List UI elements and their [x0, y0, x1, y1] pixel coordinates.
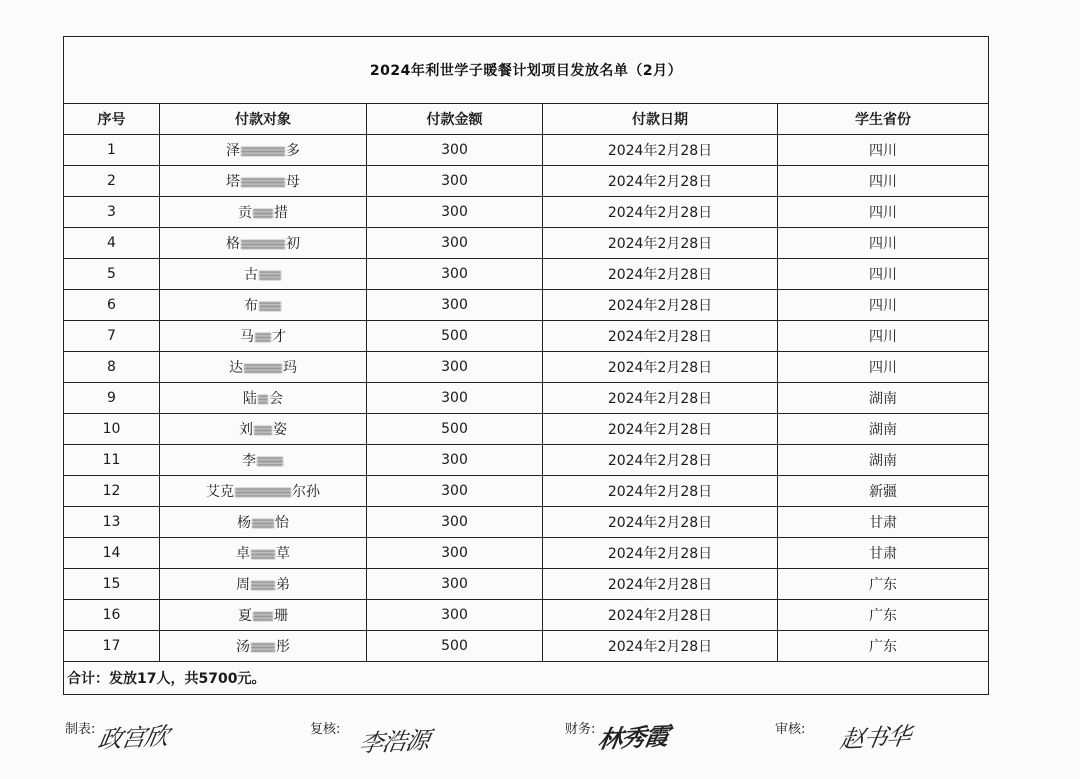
payee-name [160, 166, 367, 197]
payee-name [160, 228, 367, 259]
signature-auditor [775, 718, 913, 754]
row-index: 6 [64, 290, 160, 321]
payment-amount: 300 [367, 445, 543, 476]
payment-amount: 300 [367, 476, 543, 507]
payee-name-first: 卓 [236, 546, 250, 562]
payee-name-first: 泽 [226, 143, 240, 159]
payee-name-first: 贡 [238, 205, 252, 221]
table-row [64, 445, 989, 476]
payee-name [160, 290, 367, 321]
redaction-blur [241, 178, 285, 187]
payee-name-last: 怡 [275, 515, 289, 531]
column-header-province: 学生省份 [778, 104, 989, 135]
redaction-blur [241, 240, 285, 249]
row-index: 2 [64, 166, 160, 197]
payee-name [160, 631, 367, 662]
payee-name [160, 135, 367, 166]
payee-name-first: 汤 [236, 639, 250, 655]
column-header-index: 序号 [64, 104, 160, 135]
redaction-blur [253, 612, 273, 621]
redaction-blur [252, 519, 274, 528]
payee-name [160, 383, 367, 414]
total-row [64, 662, 989, 695]
total-summary: 合计：发放17人，共5700元。 [64, 662, 989, 695]
payment-amount: 300 [367, 538, 543, 569]
signature-reviewer [310, 718, 432, 758]
student-province: 甘肃 [778, 507, 989, 538]
payment-amount: 300 [367, 259, 543, 290]
payment-amount: 300 [367, 166, 543, 197]
payment-amount: 300 [367, 352, 543, 383]
payee-name-first: 陆 [243, 391, 257, 407]
table-row [64, 414, 989, 445]
table-row [64, 600, 989, 631]
row-index: 11 [64, 445, 160, 476]
payment-date: 2024年2月28日 [543, 445, 778, 476]
payee-name [160, 259, 367, 290]
payment-amount: 300 [367, 600, 543, 631]
payment-amount: 500 [367, 631, 543, 662]
redaction-blur [257, 457, 283, 466]
redaction-blur [259, 302, 281, 311]
redaction-blur [253, 209, 273, 218]
signature-block [63, 712, 993, 772]
table-row [64, 321, 989, 352]
payment-amount: 300 [367, 383, 543, 414]
student-province: 湖南 [778, 445, 989, 476]
redaction-blur [241, 147, 285, 156]
signature-finance [565, 718, 671, 754]
payment-date: 2024年2月28日 [543, 321, 778, 352]
payment-amount: 300 [367, 507, 543, 538]
student-province: 四川 [778, 166, 989, 197]
distribution-list-sheet [63, 36, 988, 695]
redaction-blur [251, 643, 275, 652]
table-row [64, 166, 989, 197]
payee-name-last: 会 [269, 391, 283, 407]
payment-date: 2024年2月28日 [543, 507, 778, 538]
payment-amount: 300 [367, 569, 543, 600]
row-index: 13 [64, 507, 160, 538]
student-province: 湖南 [778, 383, 989, 414]
column-header-payee: 付款对象 [160, 104, 367, 135]
row-index: 5 [64, 259, 160, 290]
row-index: 3 [64, 197, 160, 228]
student-province: 四川 [778, 228, 989, 259]
handwritten-signature: 赵书华 [838, 722, 913, 754]
payment-amount: 300 [367, 197, 543, 228]
payee-name-last: 多 [286, 143, 300, 159]
student-province: 湖南 [778, 414, 989, 445]
payee-name-last: 尔孙 [292, 484, 320, 500]
row-index: 14 [64, 538, 160, 569]
signature-label: 复核: [310, 722, 341, 737]
student-province: 广东 [778, 631, 989, 662]
payment-amount: 300 [367, 135, 543, 166]
student-province: 四川 [778, 135, 989, 166]
payee-name-last: 母 [286, 174, 300, 190]
payee-name-last: 措 [274, 205, 288, 221]
payee-name-first: 李 [242, 453, 256, 469]
table-row [64, 352, 989, 383]
payee-name-first: 格 [226, 236, 240, 252]
redaction-blur [259, 271, 281, 280]
payment-amount: 300 [367, 228, 543, 259]
redaction-blur [251, 550, 275, 559]
payment-date: 2024年2月28日 [543, 383, 778, 414]
payee-name-first: 塔 [226, 174, 240, 190]
student-province: 四川 [778, 259, 989, 290]
payee-name [160, 538, 367, 569]
payee-name-last: 初 [286, 236, 300, 252]
payment-date: 2024年2月28日 [543, 538, 778, 569]
handwritten-signature: 政宫欣 [96, 722, 171, 754]
redaction-blur [258, 395, 268, 404]
payee-name-first: 杨 [237, 515, 251, 531]
row-index: 4 [64, 228, 160, 259]
payee-name-first: 古 [244, 267, 258, 283]
student-province: 广东 [778, 600, 989, 631]
payee-name-first: 周 [236, 577, 250, 593]
row-index: 1 [64, 135, 160, 166]
table-body [64, 135, 989, 662]
signature-label: 制表: [65, 722, 96, 737]
table-row [64, 476, 989, 507]
payment-date: 2024年2月28日 [543, 228, 778, 259]
payee-name-last: 玛 [283, 360, 297, 376]
row-index: 10 [64, 414, 160, 445]
payee-name [160, 600, 367, 631]
table-row [64, 259, 989, 290]
payee-name [160, 321, 367, 352]
payee-name [160, 414, 367, 445]
payee-name [160, 476, 367, 507]
payee-name-last: 彤 [276, 639, 290, 655]
student-province: 四川 [778, 197, 989, 228]
row-index: 17 [64, 631, 160, 662]
student-province: 四川 [778, 352, 989, 383]
handwritten-signature: 林秀霞 [596, 721, 671, 754]
payee-name-last: 才 [272, 329, 286, 345]
table-row [64, 383, 989, 414]
row-index: 8 [64, 352, 160, 383]
table-row [64, 290, 989, 321]
payment-date: 2024年2月28日 [543, 197, 778, 228]
payee-name [160, 445, 367, 476]
student-province: 四川 [778, 321, 989, 352]
payee-name-first: 马 [240, 329, 254, 345]
document-title: 2024年利世学子暖餐计划项目发放名单（2月） [64, 37, 989, 104]
payment-amount: 500 [367, 414, 543, 445]
payment-date: 2024年2月28日 [543, 352, 778, 383]
handwritten-signature: 李浩源 [357, 726, 432, 758]
redaction-blur [244, 364, 282, 373]
payment-date: 2024年2月28日 [543, 476, 778, 507]
table-row [64, 538, 989, 569]
column-header-amount: 付款金额 [367, 104, 543, 135]
student-province: 新疆 [778, 476, 989, 507]
row-index: 7 [64, 321, 160, 352]
signature-maker [65, 718, 171, 754]
student-province: 广东 [778, 569, 989, 600]
payment-date: 2024年2月28日 [543, 135, 778, 166]
table-row [64, 631, 989, 662]
row-index: 9 [64, 383, 160, 414]
row-index: 15 [64, 569, 160, 600]
payment-amount: 500 [367, 321, 543, 352]
payment-date: 2024年2月28日 [543, 166, 778, 197]
table-row [64, 228, 989, 259]
payee-name [160, 569, 367, 600]
payment-date: 2024年2月28日 [543, 259, 778, 290]
payee-name-last: 弟 [276, 577, 290, 593]
payee-name-first: 夏 [238, 608, 252, 624]
redaction-blur [235, 488, 291, 497]
student-province: 四川 [778, 290, 989, 321]
student-province: 甘肃 [778, 538, 989, 569]
payee-name-last: 珊 [274, 608, 288, 624]
redaction-blur [255, 333, 271, 342]
table-row [64, 197, 989, 228]
payment-date: 2024年2月28日 [543, 600, 778, 631]
payee-name-first: 布 [244, 298, 258, 314]
row-index: 12 [64, 476, 160, 507]
payee-name-first: 艾克 [206, 484, 234, 500]
table-row [64, 569, 989, 600]
redaction-blur [254, 426, 272, 435]
payee-name [160, 197, 367, 228]
signature-label: 财务: [565, 722, 596, 737]
payment-amount: 300 [367, 290, 543, 321]
distribution-table [63, 36, 989, 695]
table-row [64, 135, 989, 166]
table-header-row [64, 104, 989, 135]
redaction-blur [251, 581, 275, 590]
column-header-date: 付款日期 [543, 104, 778, 135]
payment-date: 2024年2月28日 [543, 631, 778, 662]
payee-name-last: 姿 [273, 422, 287, 438]
payment-date: 2024年2月28日 [543, 569, 778, 600]
payment-date: 2024年2月28日 [543, 290, 778, 321]
payee-name [160, 352, 367, 383]
payee-name [160, 507, 367, 538]
payee-name-first: 刘 [239, 422, 253, 438]
row-index: 16 [64, 600, 160, 631]
payment-date: 2024年2月28日 [543, 414, 778, 445]
table-row [64, 507, 989, 538]
payee-name-last: 草 [276, 546, 290, 562]
payee-name-first: 达 [229, 360, 243, 376]
signature-label: 审核: [775, 722, 806, 737]
